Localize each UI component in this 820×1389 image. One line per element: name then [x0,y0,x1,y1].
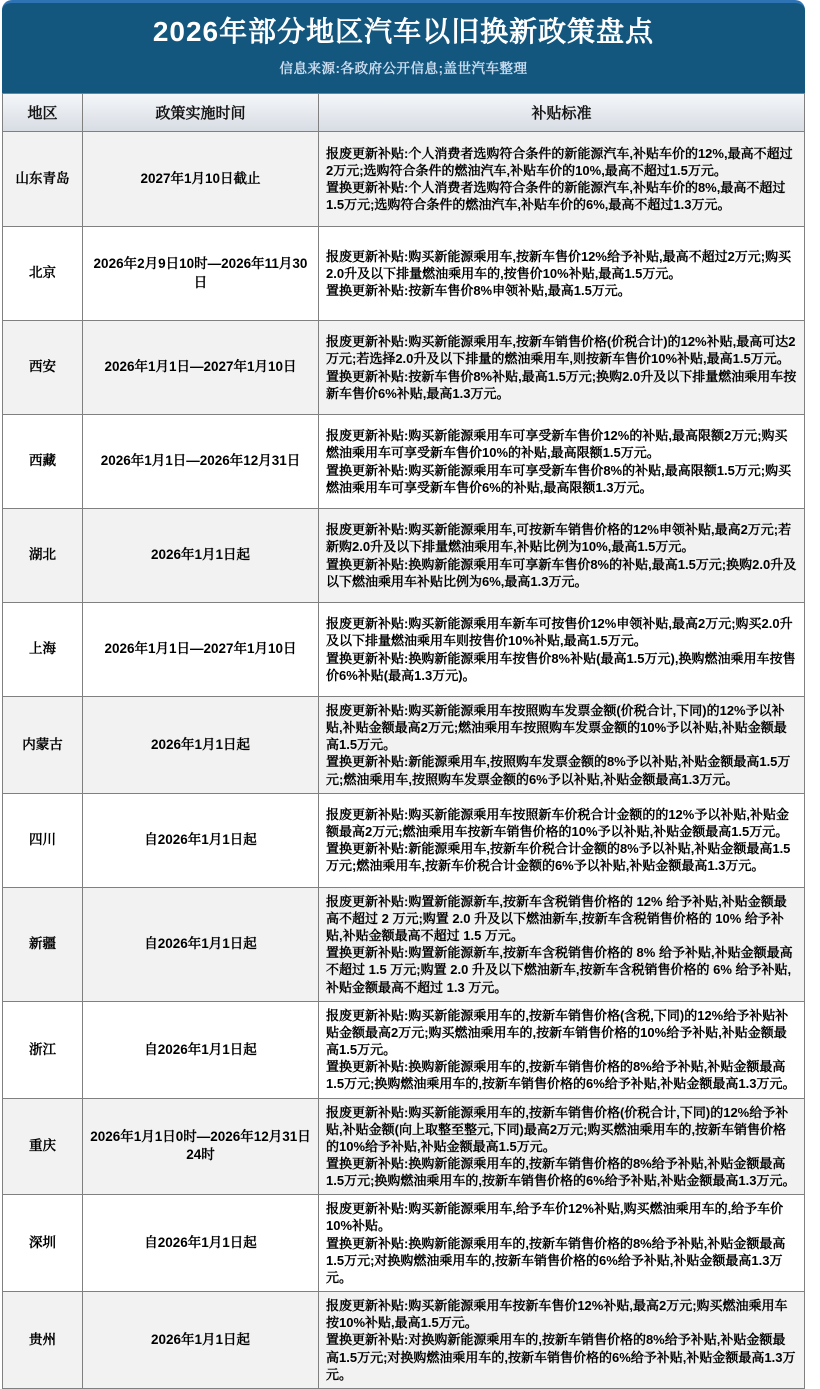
period-label: 自2026年1月1日起 [144,1041,257,1057]
region-label: 山东青岛 [15,170,70,186]
period-cell [83,321,319,414]
table-row [2,887,805,1001]
region-label: 湖北 [29,547,56,563]
period-label: 2026年1月1日0时—2026年12月31日24时 [90,1129,311,1163]
region-cell [3,509,83,602]
title-banner [2,0,805,93]
subsidy-cell [319,888,804,1001]
scrap-policy-text: 报废更新补贴:购买新能源乘用车按照新车价税合计金额的的12%予以补贴,补贴金额最高2万元;燃油乘用车按新车销售价格的10%予以补贴,补贴金额最高1.5万元。 [326,806,789,840]
replace-policy-text: 置换更新补贴:换购新能源乘用车可享新车售价8%的补贴,最高1.5万元;换购2.0升及以下燃油乘用车补贴比例为6%,最高1.3万元。 [326,556,797,589]
scrap-policy-text: 报废更新补贴:购买新能源乘用车按新车售价12%补贴,最高2万元;购买燃油乘用车按10%补贴,最高1.5万元。 [326,1298,788,1331]
scrap-policy-text: 报废更新补贴:购买新能源乘用车的,按新车销售价格(价税合计,下同)的12%给予补贴,补贴金额(向上取整至整元,下同)最高2万元;购买燃油乘用车的,按新车销售价格的10%给予补贴,补贴金额最高1.5万元。 [326,1104,789,1154]
period-label: 2026年1月1日—2027年1月10日 [104,641,297,657]
period-label: 2027年1月10日截止 [140,170,261,186]
replace-policy-text: 置换更新补贴:新能源乘用车,按新车价税合计金额的8%予以补贴,补贴金额最高1.5万元;燃油乘用车,按新车价税合计金额的6%予以补贴,补贴金额最高1.3万元。 [326,841,791,874]
scrap-policy-text: 报废更新补贴:个人消费者选购符合条件的新能源汽车,补贴车价的12%,最高不超过2万元;选购符合条件的燃油汽车,补贴车价的10%,最高不超过1.5万元。 [326,145,793,178]
table-row [2,226,805,320]
table-row [2,414,805,508]
region-cell [3,227,83,320]
period-cell [83,1292,319,1388]
period-cell [83,1002,319,1098]
period-cell [83,697,319,793]
region-cell [3,1195,83,1291]
region-label: 新疆 [29,936,56,952]
subsidy-cell [319,1002,804,1098]
table-row [2,508,805,602]
table-header-row [2,93,805,132]
subsidy-cell [319,697,804,793]
replace-policy-text: 置换更新补贴:换购新能源乘用车的,按新车销售价格的8%给予补贴,补贴金额最高1.5万元;换购燃油乘用车的,按新车销售价格的6%给予补贴,补贴金额最高1.3万元。 [326,1155,796,1189]
replace-policy-text: 置换更新补贴:换购新能源乘用车的,按新车销售价格的8%给予补贴,补贴金额最高1.5万元;换购燃油乘用车的,按新车销售价格的6%给予补贴,补贴金额最高1.3万元。 [326,1059,796,1092]
table-row [2,320,805,414]
period-cell [83,603,319,696]
replace-policy-text: 置换更新补贴:按新车售价8%申领补贴,最高1.5万元。 [326,283,631,299]
period-label: 自2026年1月1日起 [144,936,257,952]
column-header-period: 政策实施时间 [83,94,319,131]
period-label: 2026年1月1日起 [150,736,251,752]
table-row [2,1001,805,1098]
subsidy-cell [319,415,804,508]
scrap-policy-text: 报废更新补贴:购买新能源乘用车,可按新车销售价格的12%申领补贴,最高2万元;若新购2.0升及以下排量燃油乘用车,补贴比例为10%,最高1.5万元。 [326,522,792,555]
period-label: 自2026年1月1日起 [144,832,257,848]
region-cell [3,415,83,508]
replace-policy-text: 置换更新补贴:对换购新能源乘用车的,按新车销售价格的8%给予补贴,补贴金额最高1.5万元;对换购燃油乘用车的,按新车销售价格的6%给予补贴,补贴金额最高1.3万元。 [326,1332,796,1382]
period-cell [83,132,319,226]
region-cell [3,321,83,414]
replace-policy-text: 置换更新补贴:购买新能源乘用车可享受新车售价8%的补贴,最高限额1.5万元;购买燃油乘用车可享受新车售价6%的补贴,最高限额1.3万元。 [326,462,792,495]
region-cell [3,1002,83,1098]
subsidy-cell [319,227,804,320]
table-row [2,602,805,696]
table-row [2,1291,805,1388]
period-cell [83,227,319,320]
replace-policy-text: 置换更新补贴:个人消费者选购符合条件的新能源汽车,补贴车价的8%,最高不超过1.5万元;选购符合条件的燃油汽车,补贴车价的6%,最高不超过1.3万元。 [326,180,786,213]
table-body [2,132,805,1389]
scrap-policy-text: 报废更新补贴:购置新能源新车,按新车含税销售价格的 12% 给予补贴,补贴金额最高不超过 2 万元;购置 2.0 升及以下燃油新车,按新车含税销售价格的 10% 给予补贴,补贴金额最高不超过 1.5 万元。 [326,893,787,944]
table-row [2,1098,805,1195]
region-label: 重庆 [29,1138,56,1154]
subsidy-cell [319,603,804,696]
replace-policy-text: 置换更新补贴:新能源乘用车,按照购车发票金额的8%予以补贴,补贴金额最高1.5万元;燃油乘用车,按照购车发票金额的6%予以补贴,补贴金额最高1.3万元。 [326,754,791,787]
scrap-policy-text: 报废更新补贴:购买新能源乘用车按照购车发票金额(价税合计,下同)的12%予以补贴,补贴金额最高2万元;燃油乘用车按照购车发票金额的10%予以补贴,补贴金额最高1.5万元。 [326,703,787,753]
region-label: 浙江 [29,1041,56,1057]
region-cell [3,1292,83,1388]
region-cell [3,794,83,887]
scrap-policy-text: 报废更新补贴:购买新能源乘用车,按新车销售价格(价税合计)的12%补贴,最高可达2万元;若选择2.0升及以下排量的燃油乘用车,则按新车售价10%补贴,最高1.5万元。 [326,334,796,367]
period-label: 2026年1月1日—2026年12月31日 [100,453,301,469]
region-label: 北京 [29,265,56,281]
scrap-policy-text: 报废更新补贴:购买新能源乘用车,给予车价12%补贴,购买燃油乘用车的,给予车价10%补贴。 [326,1201,784,1234]
replace-policy-text: 置换更新补贴:按新车售价8%补贴,最高1.5万元;换购2.0升及以下排量燃油乘用车按新车售价6%补贴,最高1.3万元。 [326,368,797,401]
policy-infographic [2,0,805,1389]
replace-policy-text: 置换更新补贴:换购新能源乘用车的,按新车销售价格的8%给予补贴,补贴金额最高1.5万元;对换购燃油乘用车的,按新车销售价格的6%给予补贴,补贴金额最高1.3万元。 [326,1235,786,1285]
region-label: 西安 [29,359,56,375]
scrap-policy-text: 报废更新补贴:购买新能源乘用车可享受新车售价12%的补贴,最高限额2万元;购买燃油乘用车可享受新车售价10%的补贴,最高限额1.5万元。 [326,428,788,461]
subsidy-cell [319,132,804,226]
period-cell [83,1099,319,1195]
table-row [2,793,805,887]
period-cell [83,509,319,602]
period-cell [83,1195,319,1291]
period-label: 2026年1月1日—2027年1月10日 [104,359,297,375]
region-label: 西藏 [29,453,56,469]
region-cell [3,697,83,793]
subsidy-cell [319,1099,804,1195]
region-label: 上海 [29,641,56,657]
subsidy-cell [319,321,804,414]
scrap-policy-text: 报废更新补贴:购买新能源乘用车,按新车售价12%给予补贴,最高不超过2万元;购买2.0升及以下排量燃油乘用车的,按售价10%补贴,最高1.5万元。 [326,248,792,281]
scrap-policy-text: 报废更新补贴:购买新能源乘用车新车可按售价12%申领补贴,最高2万元;购买2.0升及以下排量燃油乘用车则按售价10%补贴,最高1.5万元。 [326,616,793,649]
region-label: 内蒙古 [22,736,63,752]
replace-policy-text: 置换更新补贴:购置新能源新车,按新车含税销售价格的 8% 给予补贴,补贴金额最高不超过 1.5 万元;购置 2.0 升及以下燃油新车,按新车含税销售价格的 6% 给予补贴,补贴金额最高不超过 1.3 万元。 [326,945,793,995]
column-header-region: 地区 [3,94,83,131]
scrap-policy-text: 报废更新补贴:购买新能源乘用车的,按新车销售价格(含税,下同)的12%给予补贴补贴金额最高2万元;购买燃油乘用车的,按新车销售价格的10%给予补贴,补贴金额最高1.5万元。 [326,1007,789,1058]
table-row [2,1194,805,1291]
region-label: 四川 [29,832,56,848]
period-label: 2026年2月9日10时—2026年11月30日 [93,256,308,290]
column-header-subsidy: 补贴标准 [531,105,592,122]
period-cell [83,794,319,887]
region-label: 贵州 [29,1331,56,1347]
region-cell [3,603,83,696]
period-label: 自2026年1月1日起 [144,1235,257,1251]
region-label: 深圳 [29,1235,56,1251]
replace-policy-text: 置换更新补贴:换购新能源乘用车按售价8%补贴(最高1.5万元),换购燃油乘用车按售价6%补贴(最高1.3万元)。 [326,650,796,683]
period-label: 2026年1月1日起 [150,1331,251,1347]
page-title: 2026年部分地区汽车以旧换新政策盘点 [152,16,655,47]
subsidy-cell [319,1195,804,1291]
subsidy-cell [319,794,804,887]
region-cell [3,1099,83,1195]
region-cell [3,132,83,226]
subsidy-cell [319,509,804,602]
period-label: 2026年1月1日起 [150,547,251,563]
subsidy-cell [319,1292,804,1388]
region-cell [3,888,83,1001]
source-subtitle: 信息来源:各政府公开信息;盖世汽车整理 [279,61,528,77]
period-cell [83,888,319,1001]
period-cell [83,415,319,508]
table-row [2,696,805,793]
table-row [2,132,805,226]
